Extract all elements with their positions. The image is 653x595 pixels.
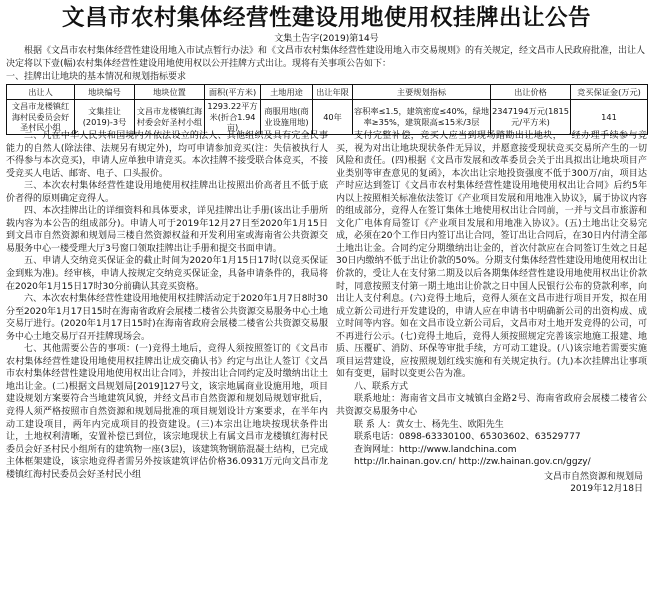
issue-date: 2019年12月18日 [570, 484, 643, 495]
table-header-cell: 土地用途 [261, 85, 313, 100]
paragraph: 六、本次农村集体经营性建设用地使用权挂牌活动定于2020年1月7日8时30分至2020年1月17日15时在海南省政府会展楼二楼省公共资源交易服务中心土地交易厅进行。(2020年1月17日15时)在海南省政府会展楼二楼省公共资源交易服务中心土地交易厅召开挂牌现场会。 [6, 294, 328, 342]
issuer-name: 文昌市自然资源和规划局 [543, 471, 643, 482]
table-header-cell: 地块位置 [135, 85, 205, 100]
table-header-cell: 主要规划指标 [353, 85, 491, 100]
table-header-cell: 竞买保证金(万元) [571, 85, 648, 100]
paragraph: 三、本次农村集体经营性建设用地使用权挂牌出让按照出价高者且不低于底价者得的原则确定竞得人。 [6, 181, 328, 204]
table-header-cell: 出让年限 [313, 85, 353, 100]
table-header-cell: 面积(平方米) [205, 85, 261, 100]
table-cell: 文昌市龙楼镇红海村民委员会好圣村民小组 [7, 100, 75, 135]
table-cell: 容积率≤1.5，建筑密度≤40%，绿地率≥35%，建筑限高≤15米/3层 [353, 100, 491, 135]
table-header-cell: 地块编号 [75, 85, 135, 100]
query-website[interactable]: 查询网址：http://www.landchina.com [354, 444, 517, 455]
table-header-cell: 出让价格 [491, 85, 571, 100]
table-header-cell: 出让人 [7, 85, 75, 100]
right-column [336, 130, 647, 496]
contact-phone: 联系电话：0898-63330100、65303602、63529777 [354, 432, 581, 443]
section-heading-1: 一、挂牌出让地块的基本情况和规划指标要求 [6, 72, 187, 82]
intro-paragraph: 根据《文昌市农村集体经营性建设用地入市试点暂行办法》和《文昌市农村集体经营性建设用地入市交易规则》的有关规定，经文昌市人民政府批准，出让人决定将以下壹(幅)农村集体经营性建设用地使用权以公开挂牌方式出让。现将有关事项公告如下： [6, 46, 646, 69]
document-number: 文集土告字(2019)第14号 [274, 34, 379, 44]
table-cell: 2347194万元(1815元/平方米) [491, 100, 571, 135]
table-cell: 40年 [313, 100, 353, 135]
section-heading-8: 八、联系方式 [354, 381, 409, 392]
contact-people: 联 系 人：黄女士、杨先生、欧阳先生 [354, 419, 504, 430]
left-column [6, 130, 328, 481]
query-urls[interactable]: http://lr.hainan.gov.cn/ http://zw.hainan.gov.cn/ggzy/ [354, 457, 591, 468]
paragraph: 七、其他需要公告的事项：(一)竞得土地后，竞得人须按照签订的《文昌市农村集体经营性建设用地使用权挂牌出让成交确认书》约定与出让人签订《文昌市农村集体经营性建设用地使用权出让合同》，并按出让合同约定及时缴纳出让土地出让金。(二)根据文昌规划局[2019]127号文，该宗地属商业设施用地，项目建设规划方案要符合当地建筑风貌，并经文昌市自然资源和规划局规划审批后，竞得人须严格按照市自然资源和规划局批准的项目规划设计方案要求，在半年内动工建设项目，两年内完成项目的投资建设。(三)本宗出让地块按现状条件出让，土地权利清晰，安置补偿已到位，该宗地现状上有属文昌市龙楼镇红海村民委员会好圣村民小组所有的建筑物一座(3层)，该建筑物钢筋混凝土结构，已完成主体框架建设，该宗地竞得者需另外按该建筑评估价格36.0931万元向文昌市龙楼镇红海村民委员会好圣村民小组 [6, 344, 328, 480]
table-cell: 1293.22平方米(折合1.94亩) [205, 100, 261, 135]
contact-address: 联系地址：海南省文昌市文城镇白金路2号、海南省政府会展楼二楼省公共资源交易服务中心 [336, 394, 647, 418]
table-cell: 文昌市龙楼镇红海村委会好圣村小组 [135, 100, 205, 135]
paragraph: 五、申请人交纳竞买保证金的截止时间为2020年1月15日17时(以竞买保证金到账为准)。经审核，申请人按规定交纳竞买保证金，具备申请条件的，我局将在2020年1月15日17时30分前确认其竞买资格。 [6, 256, 328, 292]
table-row [7, 100, 648, 135]
paragraph: 四、本次挂牌出让的详细资料和具体要求，详见挂牌出让手册(该出让手册所载内容为本公告的组成部分)。申请人可于2019年12月27日至2020年1月15日到文昌市自然资源和规划局三楼自然资源权益和开发利用室或海南省公共资源交易服务中心一楼受理大厅3号窗口领取挂牌出让手册和提交书面申请。 [6, 206, 328, 254]
body-columns [6, 130, 647, 590]
table-cell: 商服用地(商业设施用地) [261, 100, 313, 135]
table-cell: 141 [571, 100, 648, 135]
paragraph: 支付完整补偿，竞买人应当到现场踏勘出让地块，一经办理手续参与竞买，视为对出让地块现状条件无异议，并愿意接受现状竞买交易所产生的一切风险和责任。(四)根据《文昌市发展和改革委员会关于出具拟出让地块项目产业类别等审查意见的复函》，本次出让宗地投资强度不低于300万/亩，项目达产时应达到签订《文昌市农村集体经营性建设用地使用权出让合同》后约5年内以上按照相关标准依法签订《产业项目发展和用地准入协议》，属于协议内容的组成部分，竞得人在签订集体土地使用权出让合同前，一并与文昌市旅游和文化广电体育局签订《产业项目发展和用地准入协议》。(五)土地出让交易完成，必须在20个工作日内签订出让合同，签订出让合同后，在30日内付清全部土地出让金。合同约定分期缴纳出让金的，首次付款应在合同签订生效之日起30日内缴纳不低于出让价款的50%。分期支付集体经营性建设用地使用权出让价款的，受让人在支付第二期及以后各期集体经营性建设用地使用权出让价款时，同意按照支付第一期土地出让价款之日中国人民银行公布的贷款利率，向出让人支付利息。(六)竞得土地后，竞得人须在文昌市进行项目开发，拟在用成立新公司进行开发建设的，申请人应在申请书中明确新公司的出资构成、成立时间等内容。如在文昌市设立新公司后，文昌市对土地开发竞得的公司，可不再进行公示。(七)竞得土地后，竞得人须按照规定完善该宗地施工报建、地质、压覆矿、消防、环保等审批手续，方可动工建设。(八)该宗地若需要实施项目运营建设，应按照规划红线实施和有关规定执行。(九)本次挂牌出让事项如有变更，届时以变更公告为准。 [336, 131, 647, 380]
parcel-table [6, 84, 648, 135]
paragraph: 二、凡在中华人民共和国境内外依法设立的法人、其他组织及具有完全民事能力的自然人(除法律、法规另有规定外)，均可申请参加竞买(注：失信被执行人不得参与本次竞买)，申请人应单独申请竞买。本次挂牌不接受联合体竞买，不接受竞买人电话、邮寄、电子、口头报价。 [6, 131, 328, 179]
table-cell: 文集挂让(2019)-3号 [75, 100, 135, 135]
table-header-row [7, 85, 648, 100]
announcement-title: 文昌市农村集体经营性建设用地使用权挂牌出让公告 [61, 5, 591, 31]
